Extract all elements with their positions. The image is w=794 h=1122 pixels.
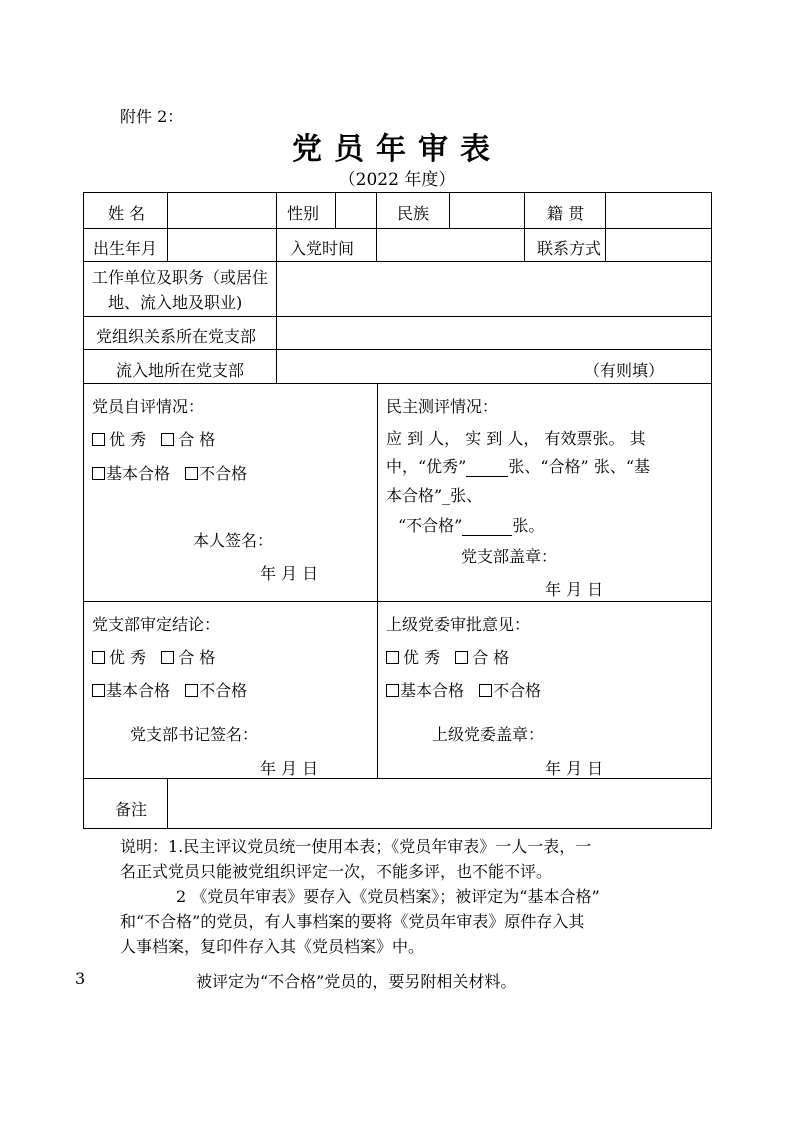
note-3-number: 3 [75,969,86,988]
inflow-note: （有则填） [584,361,665,380]
table-line [83,383,712,384]
superior-options-row2 [386,678,541,701]
option-unqualified-label: 不合格 [199,464,248,483]
attachment-label: 附件 2： [120,107,184,126]
org-branch-label: 党组织关系所在党支部 [96,327,257,346]
option-qualified-label: 合 格 [178,430,216,449]
ethnicity-label: 民族 [397,204,430,223]
self-eval-title: 党员自评情况： [92,397,205,416]
gender-field[interactable] [337,194,374,226]
democratic-line4-end: 张。 [512,516,545,535]
contact-field[interactable] [607,230,709,260]
join-date-label: 入党时间 [290,239,355,258]
join-date-field[interactable] [378,230,522,260]
option-excellent-label: 优 秀 [109,648,147,667]
work-label-line1: 工作单位及职务（或居住 [92,268,269,287]
checkbox-basic[interactable] [386,684,399,697]
name-label: 姓 名 [108,204,146,223]
table-line [83,261,712,262]
remarks-field[interactable] [169,780,709,826]
table-line [167,192,168,261]
note-1-line2: 名正式党员只能被党组织评定一次，不能多评，也不能不评。 [120,862,553,881]
org-branch-field[interactable] [278,318,709,348]
note-3-text: 被评定为“不合格”党员的，要另附相关材料。 [196,972,517,991]
remarks-label: 备注 [115,800,148,819]
democratic-line2-end: 张、“合格” 张、“基 [508,457,651,476]
democratic-line4-start: “不合格” [398,516,463,535]
unqualified-count-field[interactable] [462,516,512,536]
birth-field[interactable] [169,230,274,260]
name-field[interactable] [169,194,274,226]
inflow-branch-field[interactable] [278,351,578,381]
branch-review-options-row2 [92,678,247,701]
table-line [83,228,712,229]
table-line [276,261,277,383]
superior-title: 上级党委审批意见： [386,615,531,634]
inflow-branch-label: 流入地所在党支部 [116,361,245,380]
self-date: 年 月 日 [260,564,319,583]
table-line [711,192,712,829]
table-line [167,778,168,828]
work-label-line2: 地、流入地及职业) [108,293,243,312]
checkbox-unqualified[interactable] [185,467,198,480]
democratic-date: 年 月 日 [545,580,604,599]
table-line [83,192,712,193]
checkbox-excellent[interactable] [92,651,105,664]
table-line [83,349,712,350]
table-line [83,192,84,829]
page-title: 党员年审表 [292,132,502,167]
branch-seal-label: 党支部盖章： [461,547,558,566]
contact-label: 联系方式 [537,239,602,258]
excellent-count-field[interactable] [466,457,508,477]
table-line [276,192,277,261]
table-line [449,192,450,228]
branch-review-date: 年 月 日 [260,759,319,778]
note-2-line2: 和“不合格”的党员，有人事档案的要将《党员年审表》原件存入其 [120,912,585,931]
table-line [83,601,712,602]
option-unqualified-label: 不合格 [493,681,542,700]
democratic-line1: 应 到 人， 实 到 人， 有效票张。 其 [386,429,646,448]
ethnicity-field[interactable] [451,194,522,226]
self-sign-label: 本人签名： [193,531,274,550]
table-line [83,778,712,779]
note-2-line1: 2 《党员年审表》要存入《党员档案》；被评定为“基本合格” [176,887,600,906]
option-basic-label: 基本合格 [106,681,171,700]
note-1-line1: 说明：1.民主评议党员统一使用本表；《党员年审表》一人一表，一 [120,837,592,856]
democratic-line4 [398,513,544,536]
branch-review-title: 党支部审定结论： [92,615,221,634]
secretary-sign-label: 党支部书记签名： [130,725,259,744]
superior-options-row1 [386,645,509,668]
checkbox-qualified[interactable] [161,651,174,664]
option-basic-label: 基本合格 [400,681,465,700]
native-place-field[interactable] [607,194,709,226]
table-line [605,192,606,261]
option-qualified-label: 合 格 [178,648,216,667]
superior-date: 年 月 日 [545,759,604,778]
democratic-line2-start: 中，“优秀” [386,457,467,476]
option-unqualified-label: 不合格 [199,681,248,700]
native-place-label: 籍 贯 [547,204,585,223]
self-eval-options-row1 [92,427,215,450]
superior-seal-label: 上级党委盖章： [432,725,545,744]
note-2-line3: 人事档案，复印件存入其《党员档案》中。 [120,937,425,956]
option-qualified-label: 合 格 [472,648,510,667]
checkbox-qualified[interactable] [455,651,468,664]
self-eval-options-row2 [92,461,247,484]
democratic-line3: 本合格”_张、 [386,486,483,505]
checkbox-qualified[interactable] [161,433,174,446]
democratic-title: 民主测评情况： [386,397,499,416]
option-basic-label: 基本合格 [106,464,171,483]
table-line [83,828,712,829]
table-line [83,316,712,317]
checkbox-excellent[interactable] [386,651,399,664]
work-field[interactable] [278,263,709,314]
table-line [376,192,377,261]
option-excellent-label: 优 秀 [403,648,441,667]
branch-review-options-row1 [92,645,215,668]
checkbox-unqualified[interactable] [479,684,492,697]
birth-label: 出生年月 [93,239,158,258]
checkbox-basic[interactable] [92,467,105,480]
checkbox-excellent[interactable] [92,433,105,446]
table-line [377,383,378,778]
checkbox-basic[interactable] [92,684,105,697]
democratic-line2 [386,454,650,477]
table-line [524,192,525,261]
table-line [335,192,336,228]
year-subtitle: （2022 年度） [338,170,456,190]
checkbox-unqualified[interactable] [185,684,198,697]
gender-label: 性别 [287,204,320,223]
option-excellent-label: 优 秀 [109,430,147,449]
